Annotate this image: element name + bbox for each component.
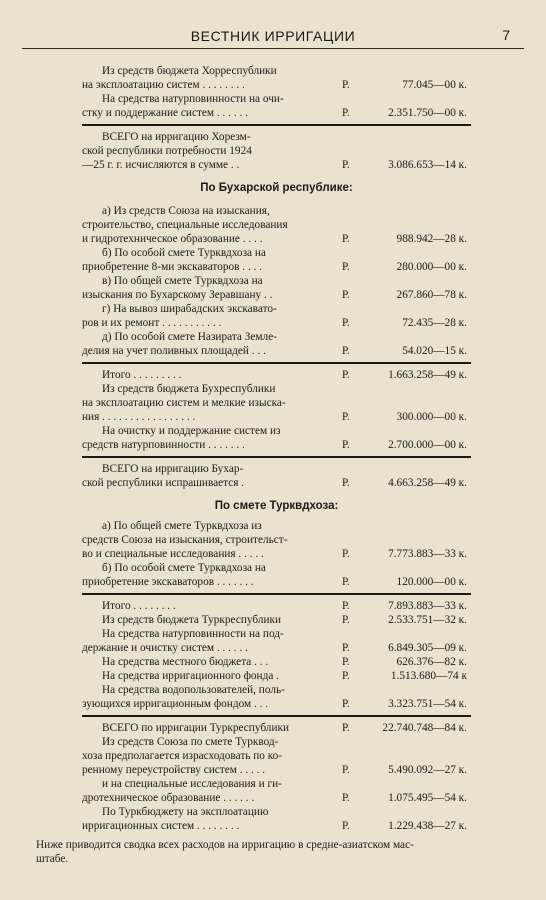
table-row <box>82 288 471 302</box>
row-text: во и специальные исследования . . . . . <box>82 548 264 560</box>
row-text: На очистку и поддержание систем из <box>102 425 281 437</box>
row-text: —25 г. г. исчисляются в сумме . . <box>82 159 240 171</box>
row-text: На средства ирригационного фонда . <box>102 670 280 682</box>
spacer <box>82 196 471 204</box>
ruble-sign: Р. <box>342 261 350 273</box>
table-row <box>82 218 471 232</box>
ruble-sign: Р. <box>342 289 350 301</box>
ruble-sign: Р. <box>342 107 350 119</box>
row-text: на эксплоатацию систем . . . . . . . . <box>82 79 245 91</box>
footnote-line: Ниже приводится сводка всех расходов на ирригацию в средне-азиатском мас- <box>36 839 414 851</box>
table-row <box>82 78 471 92</box>
row-text: Из средств бюджета Хорреспублики <box>102 65 277 77</box>
amount: 6.849.305—09 к. <box>388 642 467 654</box>
row-text: б) По особой смете Турквдхоза на <box>102 247 266 259</box>
table-row <box>82 316 471 330</box>
amount: 2.533.751—32 к. <box>388 614 467 626</box>
ruble-sign: Р. <box>342 764 350 776</box>
ruble-sign: Р. <box>342 369 350 381</box>
amount: 1.075.495—54 к. <box>388 792 467 804</box>
row-text: На средства натурповинности на очи- <box>102 93 284 105</box>
table-row <box>82 777 471 791</box>
row-text: ВСЕГО по ирригации Туркреспублики <box>102 722 290 734</box>
table-row <box>82 382 471 396</box>
row-text: и гидротехническое образование . . . . <box>82 233 263 245</box>
row-text: Итого . . . . . . . . <box>102 600 176 612</box>
table-row <box>82 561 471 575</box>
footnote <box>36 838 524 866</box>
amount: 77.045—00 к. <box>402 79 467 91</box>
amount: 1.513.680—74 к <box>390 670 467 682</box>
table-row <box>82 410 471 424</box>
table-row <box>82 204 471 218</box>
row-text: По Туркбюджету на эксплоатацию <box>102 806 269 818</box>
row-text: ния . . . . . . . . . . . . . . . . . <box>82 411 196 423</box>
table-row <box>82 424 471 438</box>
ruble-sign: Р. <box>342 317 350 329</box>
ruble-sign: Р. <box>342 233 350 245</box>
row-text: а) Из средств Союза на изыскания, <box>102 205 270 217</box>
row-text: ренному переустройству систем . . . . . <box>82 764 266 776</box>
row-text: ской республики испрашивается . <box>82 477 245 489</box>
table-row <box>82 64 471 78</box>
row-text: стку и поддержание систем . . . . . . <box>82 107 248 119</box>
row-text: Из средств Союза по смете Турквод- <box>102 736 279 748</box>
ruble-sign: Р. <box>342 345 350 357</box>
amount: 72.435—28 к. <box>402 317 467 329</box>
row-text: г) На вывоз ширабадских экскавато- <box>102 303 277 315</box>
ruble-sign: Р. <box>342 614 350 626</box>
ruble-sign: Р. <box>342 548 350 560</box>
table-row <box>82 683 471 697</box>
row-text: на эксплоатацию систем и мелкие изыска- <box>82 397 286 409</box>
row-text: Из средств бюджета Бухреспублики <box>102 383 276 395</box>
ruble-sign: Р. <box>342 439 350 451</box>
ruble-sign: Р. <box>342 576 350 588</box>
ruble-sign: Р. <box>342 411 350 423</box>
divider <box>82 124 471 126</box>
total-row <box>82 144 471 158</box>
section-heading: По Бухарской республике: <box>200 182 353 194</box>
table-row <box>82 641 471 655</box>
table-row <box>82 92 471 106</box>
row-text: средств натурповинности . . . . . . . <box>82 439 245 451</box>
ruble-sign: Р. <box>342 477 350 489</box>
row-text: приобретение 8-ми экскаваторов . . . . <box>82 261 263 273</box>
table-row <box>82 791 471 805</box>
row-text: делия на учет поливных площадей . . . <box>82 345 266 357</box>
amount: 7.893.883—33 к. <box>388 600 467 612</box>
row-text: д) По особой смете Назирата Земле- <box>102 331 277 343</box>
table-row <box>82 344 471 358</box>
total-row <box>82 158 471 172</box>
row-text: зующихся ирригационным фондом . . . <box>82 698 269 710</box>
ruble-sign: Р. <box>342 642 350 654</box>
amount: 7.773.883—33 к. <box>388 548 467 560</box>
amount: 626.376—82 к. <box>396 656 467 668</box>
table-row <box>82 697 471 711</box>
table-row <box>82 669 471 683</box>
table-row <box>82 232 471 246</box>
row-text: ВСЕГО на ирригацию Хорезм- <box>102 131 251 143</box>
footnote-line: штабе. <box>36 853 69 865</box>
row-text: На средства местного бюджета . . . <box>102 656 269 668</box>
amount: 54.020—15 к. <box>402 345 467 357</box>
table-row <box>82 627 471 641</box>
total-row <box>82 721 471 735</box>
amount: 2.351.750—00 к. <box>388 107 467 119</box>
table-row <box>82 805 471 819</box>
ruble-sign: Р. <box>342 698 350 710</box>
page-number: 7 <box>502 27 510 43</box>
ruble-sign: Р. <box>342 792 350 804</box>
divider <box>82 456 471 458</box>
row-text: Итого . . . . . . . . . <box>102 369 182 381</box>
spacer <box>82 490 471 498</box>
subtotal-row <box>82 599 471 613</box>
amount: 1.229.438—27 к. <box>388 820 467 832</box>
divider <box>82 593 471 595</box>
ruble-sign: Р. <box>342 159 350 171</box>
amount: 22.740.748—84 к. <box>382 722 467 734</box>
table-row <box>82 575 471 589</box>
amount: 3.323.751—54 к. <box>388 698 467 710</box>
row-text: На средства натурповинности на под- <box>102 628 284 640</box>
table-row <box>82 302 471 316</box>
amount: 1.663.258—49 к. <box>388 369 467 381</box>
ruble-sign: Р. <box>342 722 350 734</box>
row-text: На средства водопользователей, поль- <box>102 684 285 696</box>
row-text: а) По общей смете Турквдхоза из <box>102 520 262 532</box>
table-row <box>82 438 471 452</box>
amount: 120.000—00 к. <box>396 576 467 588</box>
table-row <box>82 533 471 547</box>
budget-table <box>82 64 471 833</box>
amount: 988.942—28 к. <box>396 233 467 245</box>
row-text: приобретение экскаваторов . . . . . . . <box>82 576 254 588</box>
amount: 4.663.258—49 к. <box>388 477 467 489</box>
row-text: б) По особой смете Турквдхоза на <box>102 562 266 574</box>
ruble-sign: Р. <box>342 79 350 91</box>
row-text: хоза предполагается израсходовать по ко- <box>82 750 283 762</box>
row-text: средств Союза на изыскания, строительст- <box>82 534 288 546</box>
table-row <box>82 246 471 260</box>
table-row <box>82 763 471 777</box>
spacer <box>82 172 471 180</box>
subtotal-row <box>82 368 471 382</box>
amount: 5.490.092—27 к. <box>388 764 467 776</box>
row-text: в) По общей смете Турквдхоза на <box>102 275 263 287</box>
row-text: ирригационных систем . . . . . . . . <box>82 820 240 832</box>
total-row <box>82 130 471 144</box>
table-row <box>82 396 471 410</box>
ruble-sign: Р. <box>342 670 350 682</box>
table-row <box>82 613 471 627</box>
divider <box>82 362 471 364</box>
row-text: держание и очистку систем . . . . . . <box>82 642 248 654</box>
table-row <box>82 547 471 561</box>
running-header <box>22 26 524 49</box>
row-text: дротехническое образование . . . . . . <box>82 792 255 804</box>
divider <box>82 715 471 717</box>
ruble-sign: Р. <box>342 600 350 612</box>
ruble-sign: Р. <box>342 820 350 832</box>
amount: 2.700.000—00 к. <box>388 439 467 451</box>
amount: 300.000—00 к. <box>396 411 467 423</box>
row-text: ской республики потребности 1924 <box>82 145 252 157</box>
table-row <box>82 330 471 344</box>
row-text: Из средств бюджета Туркреспублики <box>102 614 282 626</box>
amount: 3.086.653—14 к. <box>388 159 467 171</box>
table-row <box>82 819 471 833</box>
table-row <box>82 260 471 274</box>
table-row <box>82 735 471 749</box>
total-row <box>82 462 471 476</box>
total-row <box>82 476 471 490</box>
table-row <box>82 519 471 533</box>
row-text: изыскания по Бухарскому Зеравшану . . <box>82 289 273 301</box>
table-row <box>82 274 471 288</box>
ruble-sign: Р. <box>342 656 350 668</box>
section-heading: По смете Турквдхоза: <box>214 500 339 512</box>
amount: 280.000—00 к. <box>396 261 467 273</box>
row-text: строительство, специальные исследования <box>82 219 288 231</box>
table-row <box>82 749 471 763</box>
row-text: ВСЕГО на ирригацию Бухар- <box>102 463 244 475</box>
journal-title: ВЕСТНИК ИРРИГАЦИИ <box>190 28 356 44</box>
table-row <box>82 106 471 120</box>
row-text: ров и их ремонт . . . . . . . . . . . <box>82 317 222 329</box>
amount: 267.860—78 к. <box>396 289 467 301</box>
row-text: и на специальные исследования и ги- <box>102 778 282 790</box>
table-row <box>82 655 471 669</box>
